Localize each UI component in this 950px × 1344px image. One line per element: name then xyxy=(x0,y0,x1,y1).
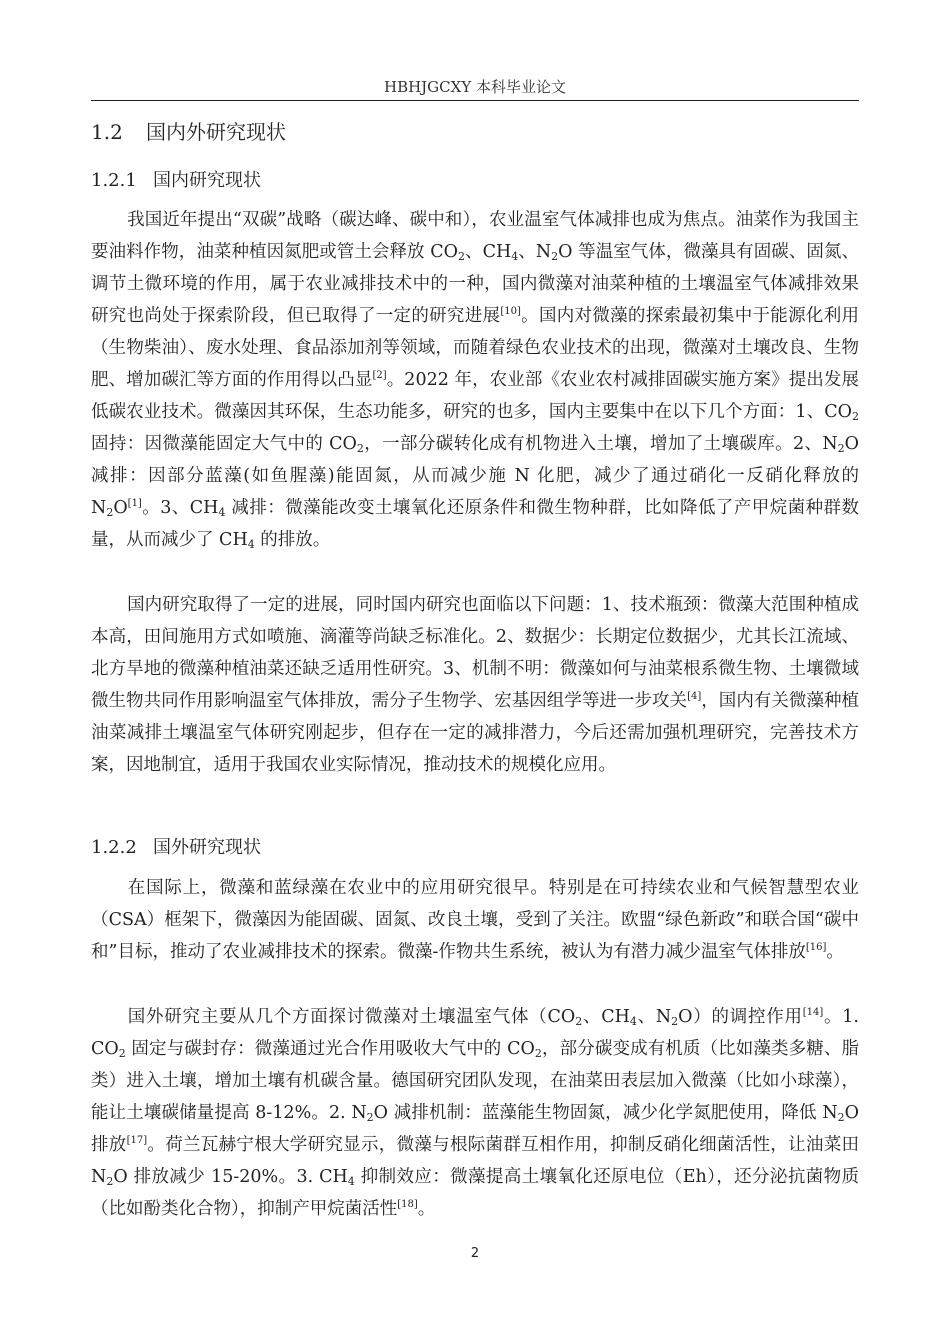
citation: [16] xyxy=(805,942,827,953)
citation: [18] xyxy=(397,1199,418,1210)
subsection-title: 国外研究现状 xyxy=(153,837,261,858)
paragraph-domestic-1: 我国近年提出“双碳”战略（碳达峰、碳中和），农业温室气体减排也成为焦点。油菜作为我国主要油料作物，油菜种植因氮肥或管土会释放 $CO_2$、$CH_4$、$N_2O$ 等温室气体，微藻具有固碳、固氮、调节土微环境的作用，属于农业减排技术中的一种，国内微藻对油菜种植的土壤温室气体减排效果研究也尚处于探索阶段，但已取得了一定的研究进展[10]。国内对微藻的探索最初集中于能源化利用（生物柴油）、废水处理、食品添加剂等领域，而随着绿色农业技术的出现，微藻对土壤改良、生物肥、增加碳汇等方面的作用得以凸显[2]。2022 年，农业部《农业农村减排固碳实施方案》提出发展低碳农业技术。微藻因其环保，生态功能多，研究的也多，国内主要集中在以下几个方面：1、$CO_2$ 固持：因微藻能固定大气中的 $CO_2$，一部分碳转化成有机物进入土壤，增加了土壤碳库。2、$N_2O$ 减排：因部分蓝藻(如鱼腥藻)能固氮，从而减少施 N 化肥，减少了通过硝化一反硝化释放的 $N_2O[1]$。3、$CH_4$ 减排：微藻能改变土壤氧化还原条件和微生物种群，比如降低了产甲烷菌种群数量，从而减少了 $CH_4$ 的排放。 xyxy=(91,210,859,551)
paragraph-domestic-2: 国内研究取得了一定的进展，同时国内研究也面临以下问题：1、技术瓶颈：微藻大范围种植成本高，田间施用方式如喷施、滴灌等尚缺乏标准化。2、数据少：长期定位数据少，尤其长江流域、北方旱地的微藻种植油菜还缺乏适用性研究。3、机制不明：微藻如何与油菜根系微生物、土壤微域微生物共同作用影响温室气体排放，需分子生物学、宏基因组学等进一步攻关[4]，国内有关微藻种植油菜减排土壤温室气体研究刚起步，但存在一定的减排潜力，今后还需加强机理研究，完善技术方案，因地制宜，适用于我国农业实际情况，推动技术的规模化应用。 xyxy=(91,595,860,775)
page-header: HBHJGCXY 本科毕业论文 xyxy=(91,74,859,101)
citation: [2] xyxy=(372,370,387,381)
subsection-number: 1.2.2 xyxy=(91,837,137,858)
subsection-number: 1.2.1 xyxy=(91,170,137,191)
paragraph-foreign-2: 国外研究主要从几个方面探讨微藻对土壤温室气体（$CO_2$、$CH_4$、$N_2O$）的调控作用[14]。1. $CO_2$ 固定与碳封存：微藻通过光合作用吸收大气中的 $CO_2$，部分碳变成有机质（比如藻类多糖、脂类）进入土壤，增加土壤有机碳含量。德国研究团队发现，在油菜田表层加入微藻（比如小球藻），能让土壤碳储量提高 8-12%。2. $N_2O$ 减排机制：蓝藻能生物固氮，减少化学氮肥使用，降低 $N_2O$ 排放[17]。荷兰瓦赫宁根大学研究显示，微藻与根际菌群互相作用，抑制反硝化细菌活性，让油菜田 $N_2O$ 排放减少 15-20%。3. $CH_4$ 抑制效应：微藻提高土壤氧化还原电位（Eh），还分泌抗菌物质（比如酚类化合物），抑制产甲烷菌活性[18]。 xyxy=(91,1007,859,1219)
section-heading xyxy=(91,117,286,147)
subsection-heading-foreign xyxy=(91,834,261,862)
citation: [4] xyxy=(687,691,702,702)
subsection-heading-domestic xyxy=(91,167,261,195)
paragraph-foreign-1: 在国际上，微藻和蓝绿藻在农业中的应用研究很早。特别是在可持续农业和气候智慧型农业（CSA）框架下，微藻因为能固碳、固氮、改良土壤，受到了关注。欧盟“绿色新政”和联合国“碳中和”目标，推动了农业减排技术的探索。微藻-作物共生系统，被认为有潜力减少温室气体排放[16]。 xyxy=(91,878,859,962)
subsection-title: 国内研究现状 xyxy=(153,170,261,191)
citation: [14] xyxy=(802,1007,824,1018)
page-number: 2 xyxy=(470,1246,480,1261)
section-number: 1.2 xyxy=(91,120,123,144)
citation: [10] xyxy=(500,306,521,317)
citation: [17] xyxy=(126,1135,148,1146)
citation: [1] xyxy=(127,498,142,509)
section-title: 国内外研究现状 xyxy=(146,120,286,144)
